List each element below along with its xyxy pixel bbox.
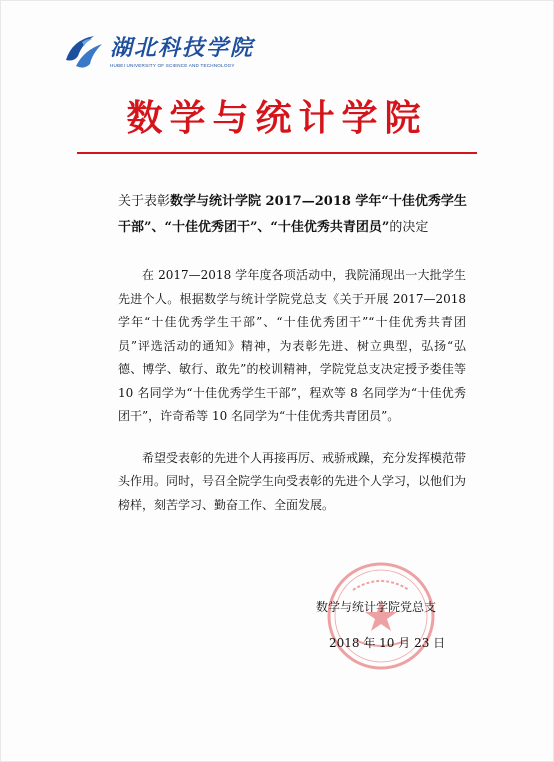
document-body [118, 264, 466, 517]
issue-date: 2018 年 10 月 23 日 [329, 636, 446, 650]
title-prefix: 关于表彰 [118, 194, 171, 209]
university-logo [62, 30, 254, 74]
title-main: 数学与统计学院 2017—2018 学年“十佳优秀学生干部”、“十佳优秀团干”、“十佳优秀共青团员” [118, 194, 467, 235]
body-paragraph: 在 2017—2018 学年度各项活动中，我院涌现出一大批学生先进个人。根据数学与统计学院党总支《关于开展 2017—2018 学年“十佳优秀学生干部”、“十佳优秀团干”“十佳优秀共青团员”评选活动的通知》精神，为表彰先进、树立典型，弘扬“弘德、博学、敏行、敢先”的校训精神，学院党总支决定授予娄佳等 10 名同学为“十佳优秀学生干部”，程欢等 8 名同学为“十佳优秀团干”，许奇希等 10 名同学为“十佳优秀共青团员”。 [118, 268, 466, 423]
header-divider [77, 152, 477, 154]
issuer-signature: 数学与统计学院党总支 [316, 600, 437, 614]
title-suffix: 的决定 [389, 220, 429, 235]
official-seal-icon [325, 560, 437, 672]
logo-english-name: HUBEI UNIVERSITY OF SCIENCE AND TECHNOLOGY [110, 62, 235, 68]
body-paragraph: 希望受表彰的先进个人再接再厉、戒骄戒躁，充分发挥模范带头作用。同时，号召全院学生向受表彰的先进个人学习，以他们为榜样，刻苦学习、勤奋工作、全面发展。 [118, 450, 467, 512]
college-title: 数学与统计学院 [126, 97, 428, 139]
document-title [118, 189, 468, 241]
logo-chinese-name: 湖北科技学院 [110, 35, 255, 61]
university-emblem-icon [62, 30, 106, 74]
